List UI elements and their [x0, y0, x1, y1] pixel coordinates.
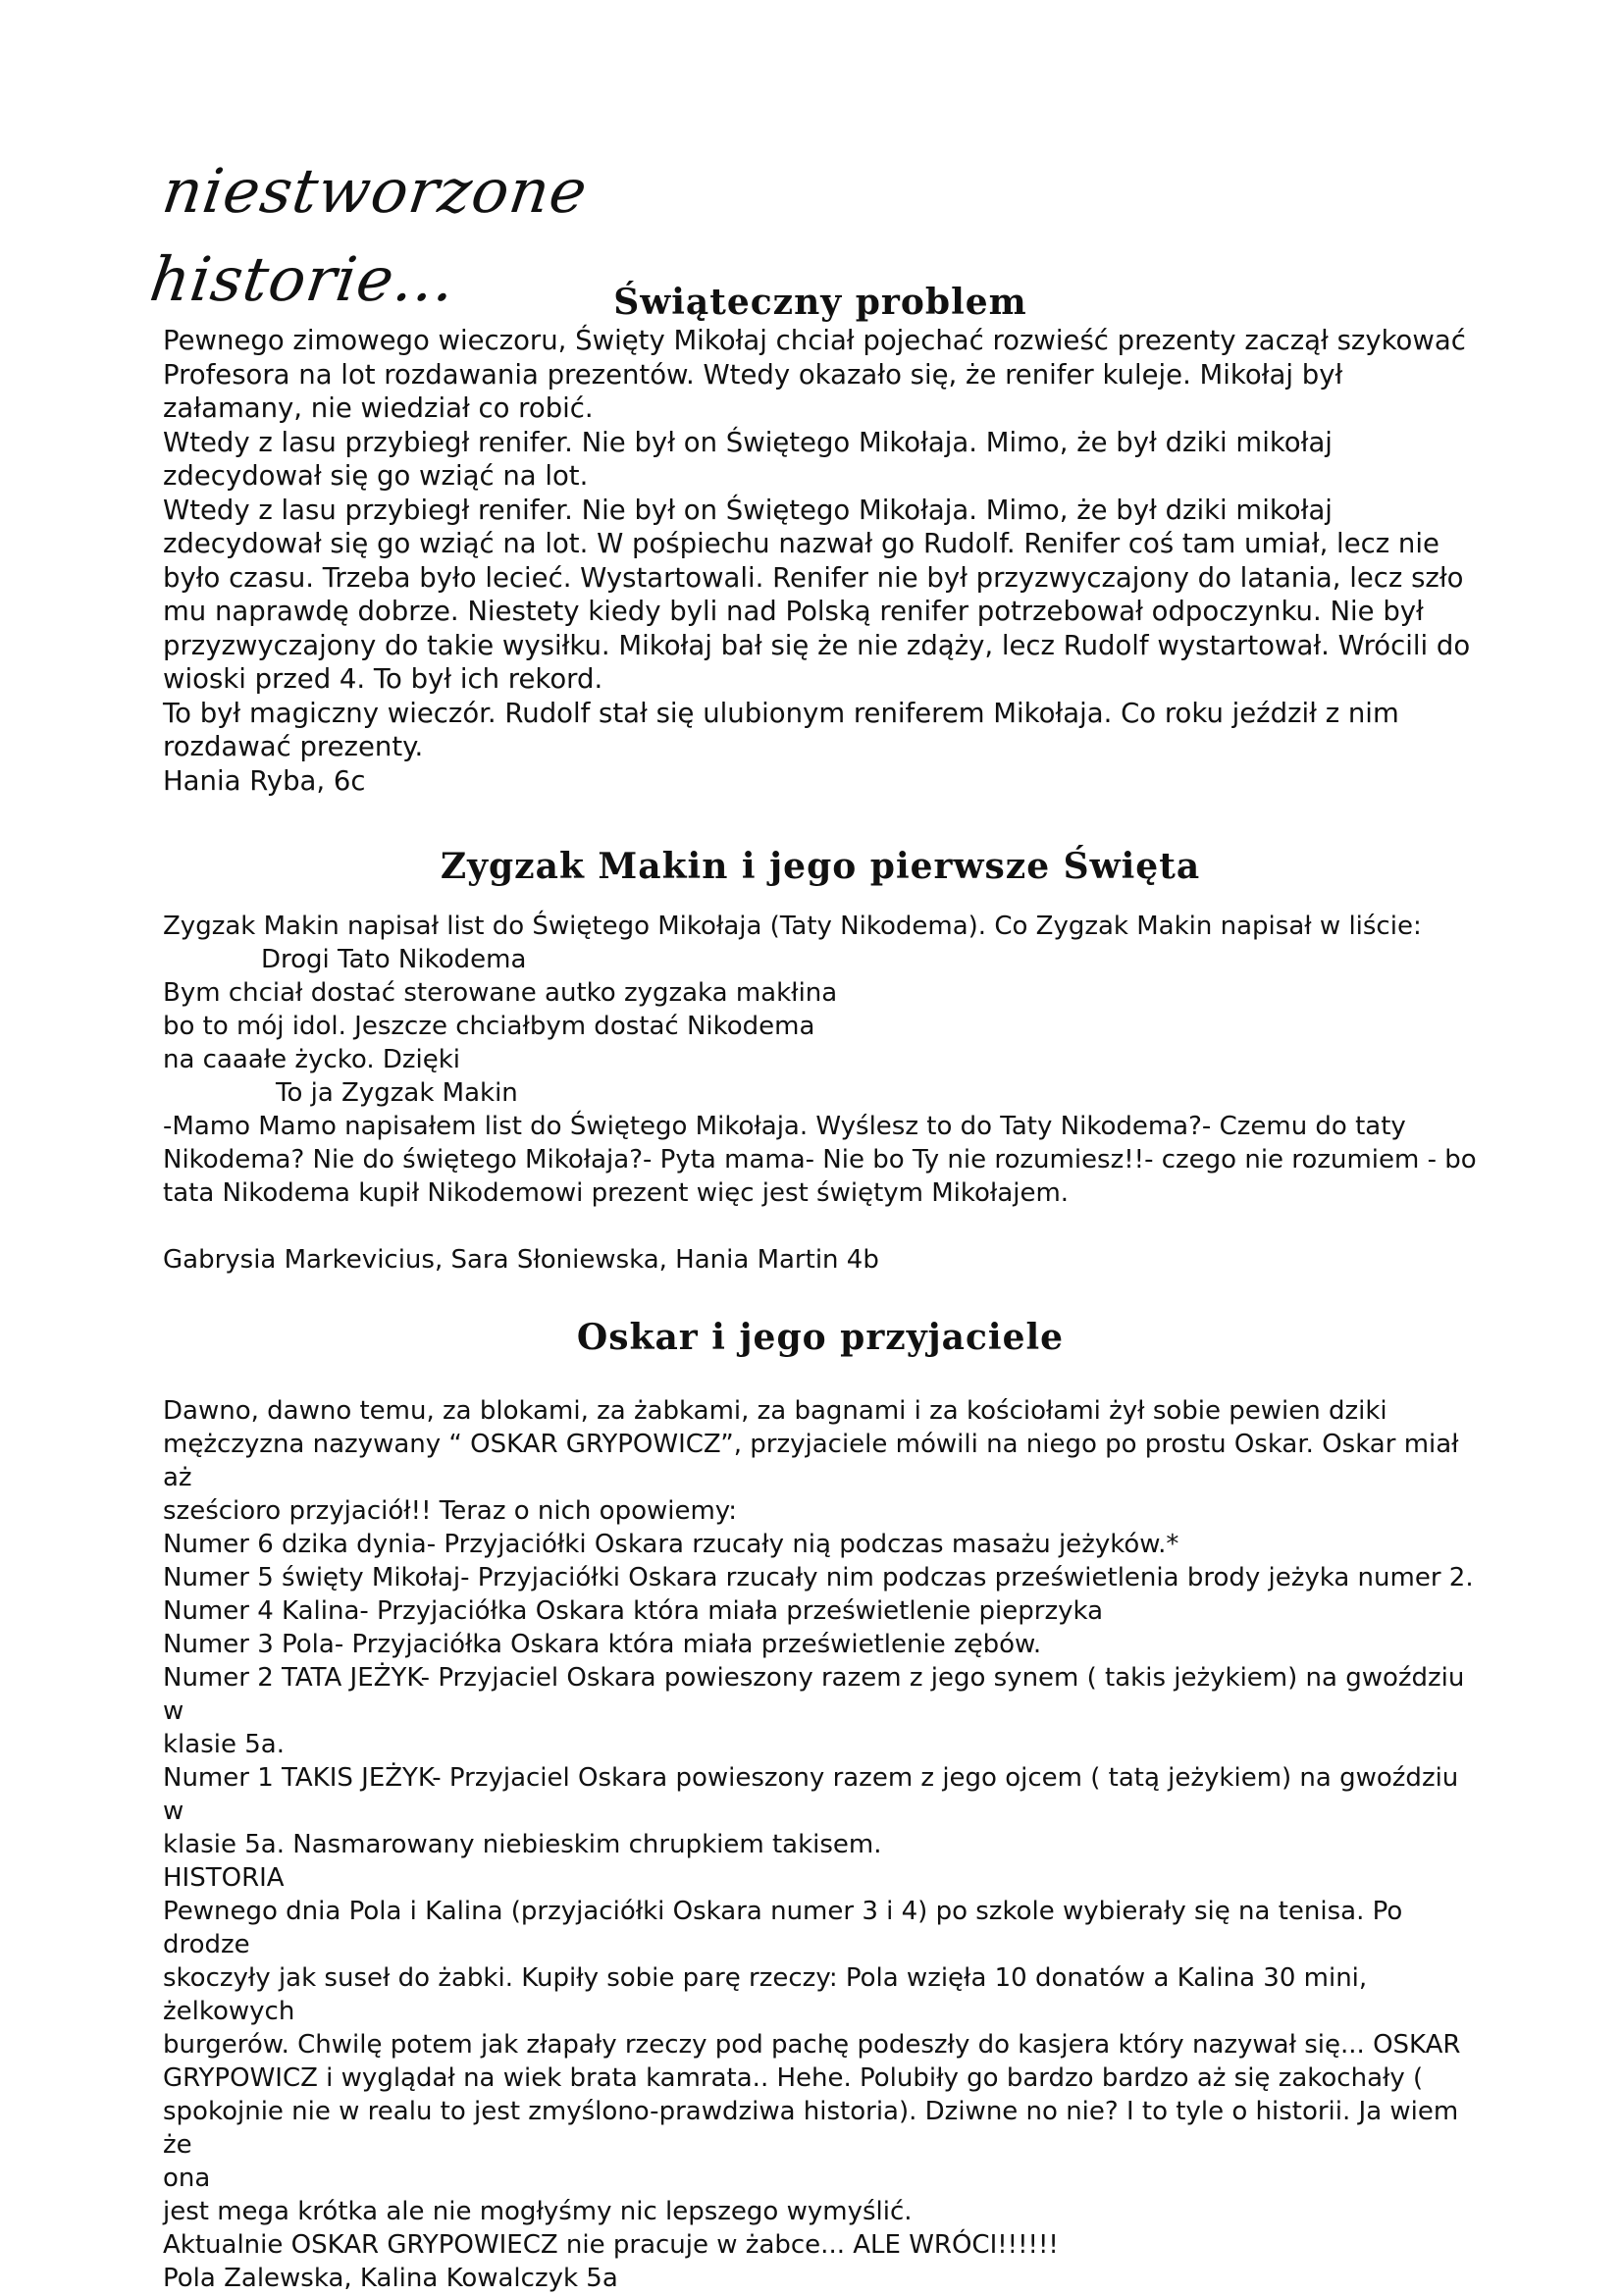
document-body: [163, 281, 1478, 2295]
story3-line: Pewnego dnia Pola i Kalina (przyjaciółki Oskara numer 3 i 4) po szkole wybierały się na tenisa. Po drodze: [163, 1897, 1411, 1959]
story3-line: Aktualnie OSKAR GRYPOWIECZ nie pracuje w żabce... ALE WRÓCI!!!!!!: [163, 2230, 1059, 2260]
story3-line: Numer 4 Kalina- Przyjaciółka Oskara która miała prześwietlenie pieprzyka: [163, 1596, 1104, 1626]
story2-text: [163, 910, 1478, 1277]
story3-line: spokojnie nie w realu to jest zmyślono-prawdziwa historia). Dziwne no nie? I to tyle o historii. Ja wiem że: [163, 2097, 1467, 2160]
story1-line: wioski przed 4. To był ich rekord.: [163, 663, 603, 695]
story2-authors: Gabrysia Markevicius, Sara Słoniewska, Hania Martin 4b: [163, 1245, 879, 1275]
story1-line: mu naprawdę dobrze. Niestety kiedy byli nad Polską renifer potrzebował odpoczynku. Nie był: [163, 596, 1424, 627]
story3-line: klasie 5a. Nasmarowany niebieskim chrupkiem takisem.: [163, 1830, 882, 1859]
story3-line: Numer 1 TAKIS JEŻYK- Przyjaciel Oskara powieszony razem z jego ojcem ( tatą jeżykiem) na gwoździu w: [163, 1763, 1467, 1826]
story2-letter-line: na caaałe życko. Dzięki: [163, 1045, 461, 1074]
story3-line: Numer 3 Pola- Przyjaciółka Oskara która miała prześwietlenie zębów.: [163, 1630, 1042, 1659]
story3-line: mężczyzna nazywany “ OSKAR GRYPOWICZ”, przyjaciele mówili na niego po prostu Oskar. Oskar miał aż: [163, 1430, 1467, 1492]
story3-line: burgerów. Chwilę potem jak złapały rzeczy pod pachę podeszły do kasjera który nazywał się... OSKAR: [163, 2030, 1461, 2060]
story2-salutation: Drogi Tato Nikodema: [261, 945, 527, 974]
story1-line: Wtedy z lasu przybiegł renifer. Nie był on Świętego Mikołaja. Mimo, że był dziki mikołaj: [163, 426, 1333, 458]
story1-line: zdecydował się go wziąć na lot.: [163, 460, 589, 492]
header-title: niestworzone historie...: [145, 155, 593, 315]
story3-line: skoczyły jak suseł do żabki. Kupiły sobie parę rzeczy: Pola wzięła 10 donatów a Kalina 30 mini, żelkowych: [163, 1963, 1376, 2026]
story2-title: Zygzak Makin i jego pierwsze Święta: [440, 846, 1201, 887]
story2-letter-line: bo to mój idol. Jeszcze chciałbym dostać Nikodema: [163, 1012, 815, 1041]
story3-line: HISTORIA: [163, 1863, 285, 1893]
story3-line: Numer 2 TATA JEŻYK- Przyjaciel Oskara powieszony razem z jego synem ( takis jeżykiem) na gwoździu w: [163, 1663, 1473, 1726]
story3-line: klasie 5a.: [163, 1730, 285, 1759]
story1-line: Profesora na lot rozdawania prezentów. Wtedy okazało się, że renifer kuleje. Mikołaj był: [163, 358, 1343, 391]
story1-line: zdecydował się go wziąć na lot. W pośpiechu nazwał go Rudolf. Renifer coś tam umiał, lecz nie: [163, 528, 1439, 559]
story2-letter-line: Bym chciał dostać sterowane autko zygzaka makłina: [163, 978, 838, 1008]
story3-line: ona: [163, 2164, 211, 2193]
story3-line: Dawno, dawno temu, za blokami, za żabkami, za bagnami i za kościołami żył sobie pewien dziki: [163, 1396, 1387, 1426]
story1-line: było czasu. Trzeba było lecieć. Wystartowali. Renifer nie był przyzwyczajony do latania, lecz szło: [163, 561, 1464, 594]
story1-line: Wtedy z lasu przybiegł renifer. Nie był on Świętego Mikołaja. Mimo, że był dziki mikołaj: [163, 494, 1333, 526]
story3-line: sześcioro przyjaciół!! Teraz o nich opowiemy:: [163, 1496, 738, 1526]
story2-dialogue-line: Nikodema? Nie do świętego Mikołaja?- Pyta mama- Nie bo Ty nie rozumiesz!!- czego nie rozumiem - bo: [163, 1145, 1477, 1174]
story1-text: [163, 324, 1478, 798]
story2-intro: Zygzak Makin napisał list do Świętego Mikołaja (Taty Nikodema). Co Zygzak Makin napisał w liście:: [163, 912, 1422, 941]
story3-title: Oskar i jego przyjaciele: [576, 1317, 1065, 1358]
story2-dialogue-line: tata Nikodema kupił Nikodemowi prezent więc jest świętym Mikołajem.: [163, 1178, 1070, 1208]
story1-author: Hania Ryba, 6c: [163, 764, 366, 797]
story3-line: Numer 6 dzika dynia- Przyjaciółki Oskara rzucały nią podczas masażu jeżyków.*: [163, 1530, 1179, 1559]
story2-signature: To ja Zygzak Makin: [276, 1078, 518, 1108]
story3-line: Numer 5 święty Mikołaj- Przyjaciółki Oskara rzucały nim podczas prześwietlenia brody jeżyka numer 2.: [163, 1563, 1474, 1592]
story3-line: jest mega krótka ale nie mogłyśmy nic lepszego wymyślić.: [163, 2197, 913, 2226]
story1-line: Pewnego zimowego wieczoru, Święty Mikołaj chciał pojechać rozwieść prezenty zaczął szykować: [163, 325, 1466, 356]
story3-line: GRYPOWICZ i wyglądał na wiek brata kamrata.. Hehe. Polubiły go bardzo bardzo aż się zakochały (: [163, 2063, 1424, 2093]
story1-line: rozdawać prezenty.: [163, 731, 424, 762]
story3-authors: Pola Zalewska, Kalina Kowalczyk 5a: [163, 2264, 618, 2293]
story3-text: [163, 1394, 1478, 2295]
header-logo: [145, 147, 844, 315]
story1-line: załamany, nie wiedział co robić.: [163, 392, 594, 424]
story1-line: To był magiczny wieczór. Rudolf stał się ulubionym reniferem Mikołaja. Co roku jeździł z nim: [163, 697, 1399, 729]
story1-title: Świąteczny problem: [613, 282, 1027, 323]
story1-line: przyzwyczajony do takie wysiłku. Mikołaj bał się że nie zdąży, lecz Rudolf wystartował. Wrócili do: [163, 629, 1471, 661]
story2-dialogue-line: -Mamo Mamo napisałem list do Świętego Mikołaja. Wyślesz to do Taty Nikodema?- Czemu do taty: [163, 1112, 1406, 1141]
